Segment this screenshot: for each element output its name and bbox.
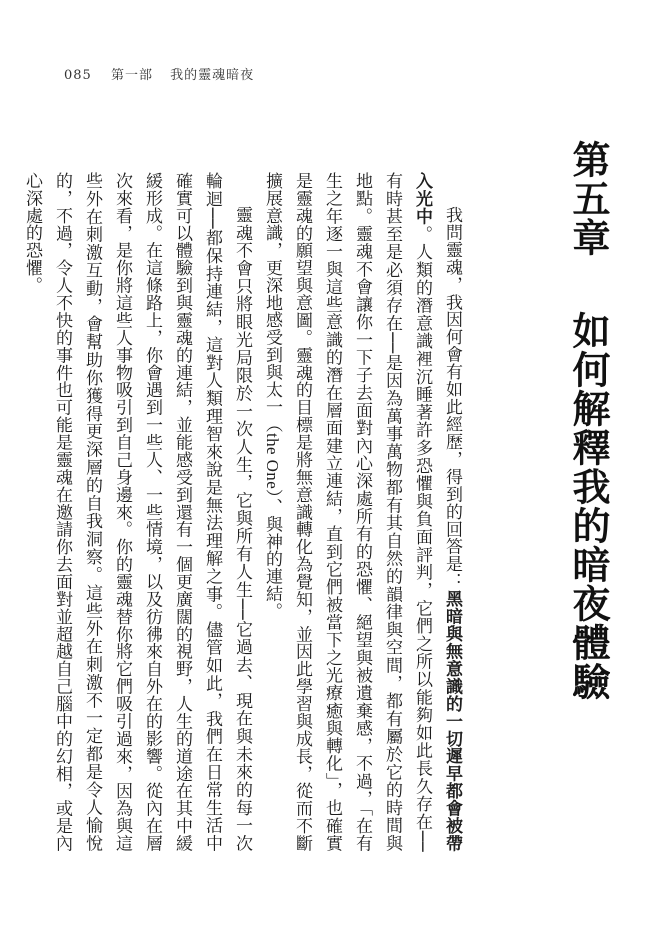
part-label: 第一部 (110, 68, 153, 83)
chapter-title (565, 140, 611, 701)
body-text (22, 172, 467, 853)
page-number: 085 (64, 68, 92, 83)
paragraph-1-latin-term: the One (263, 433, 282, 490)
paragraph-1-lead: 我問靈魂，我因何會有如此經歷，得到的回答是： (442, 206, 462, 591)
paragraph-1-body: 。人類的潛意識裡沉睡著許多恐懼與負面評判，它們之所以能夠如此長久存在──有時甚至是必須存在──是因為萬事萬物都有其自然的韻律與空間，都有屬於它的時間與地點。靈魂不會讓你一下子去面對內心深處所有的恐懼、絕望與被遺棄感，不過，「在有生之年逐一與這些意識的潛在層面建立連結，直到它們被當下之光療癒與轉化」，也確實是靈魂的願望與意圖。靈魂的目標是將無意識轉化為覺知，並因此學習與成長，從而不斷擴展意識，更深地感受到與太一（ (262, 172, 432, 853)
running-header (64, 64, 254, 83)
chapter-heading: 如何解釋我的暗夜體驗 (566, 311, 611, 702)
book-title: 我的靈魂暗夜 (170, 68, 255, 83)
paragraph-2: 靈魂不會只將眼光局限於一次人生，它與所有人生──它過去、現在與未來的每一次輪迴──都保持連結，這對人類理智來說是無法理解之事。儘管如此，我們在日常生活中確實可以體驗到與靈魂的連結，並能感受到還有一個更廣闊的視野，人生的道途在其中緩緩形成。在這條路上，你會遇到一些人、一些情境，以及彷彿來自外在的影響。從內在層次來看，是你將這些人事物吸引到自己身邊來。你的靈魂替你將它們吸引過來，因為與這些外在刺激互動，會幫助你獲得更深層的自我洞察。這些外在刺激不一定都是令人愉悅的，不過，令人不快的事件也可能是靈魂在邀請你去面對並超越自己腦中的幻相，或是內心深處的恐懼。 (22, 172, 252, 852)
paragraph-1 (257, 172, 467, 852)
paragraph-1-emphasis: 黑暗與無意識的一切遲早都會被帶入光中 (412, 172, 462, 852)
paragraph-1-tail: ）、與神的連結。 (262, 489, 282, 620)
chapter-label: 第五章 (566, 140, 611, 257)
